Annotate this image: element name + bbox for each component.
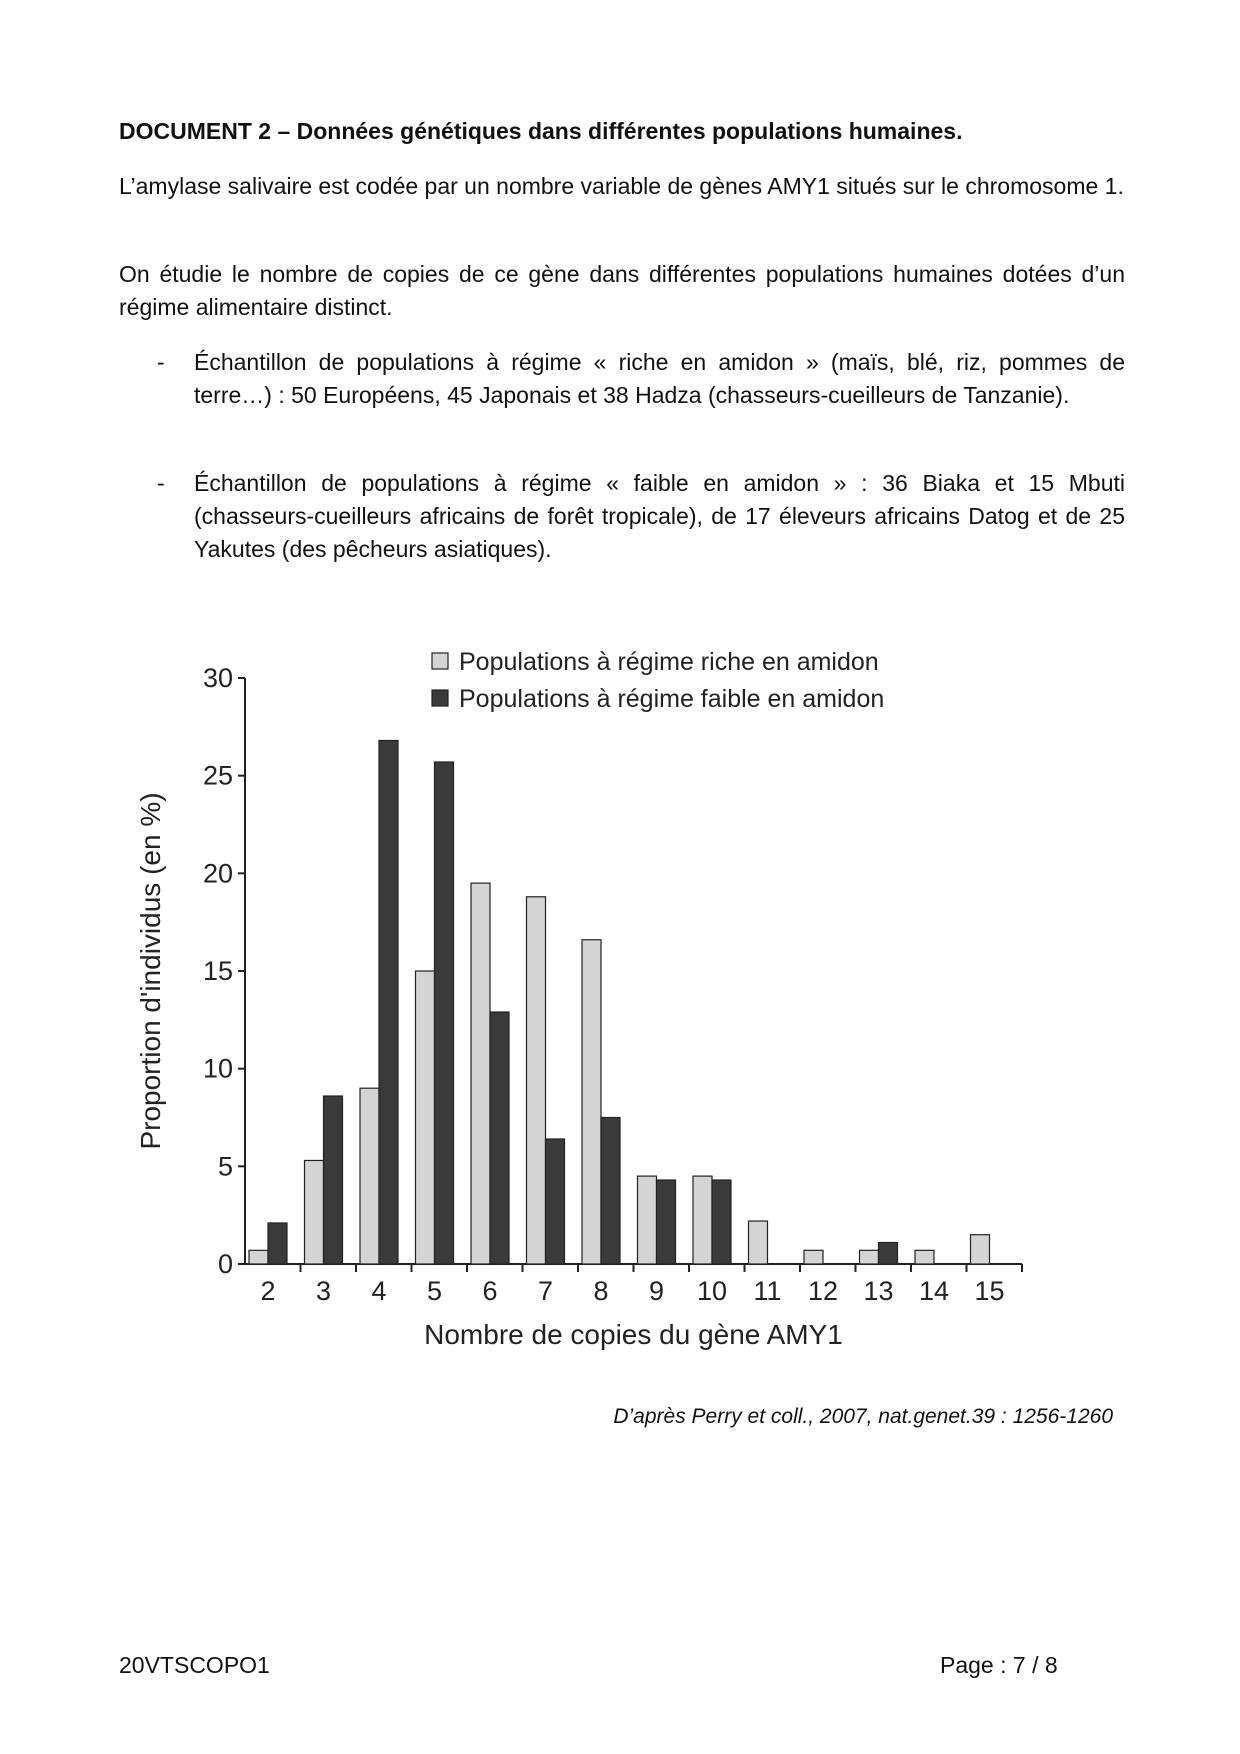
legend-label-rich: Populations à régime riche en amidon <box>459 648 879 676</box>
y-tick-label: 15 <box>202 956 233 986</box>
bar-rich-12 <box>804 1250 823 1264</box>
paragraph-study: On étudie le nombre de copies de ce gène dans différentes populations humaines dotées d’un régime alimentaire distinct. <box>119 261 1125 320</box>
amy1-bar-chart <box>120 640 1040 1360</box>
x-tick-label: 15 <box>974 1276 1005 1306</box>
bullet-text: Échantillon de populations à régime « faible en amidon » : 36 Biaka et 15 Mbuti (chasseurs-cueilleurs africains de forêt tropicale), de 17 éleveurs africains Datog et de 25 Yakutes (des pêcheurs asiatiques). <box>194 470 1125 562</box>
bar-rich-9 <box>638 1176 657 1264</box>
bar-low-8 <box>601 1118 620 1265</box>
bar-low-7 <box>546 1139 565 1264</box>
bullet-marker: - <box>157 470 165 496</box>
legend-swatch-rich <box>432 653 448 669</box>
x-tick-label: 14 <box>918 1276 950 1306</box>
bar-rich-15 <box>971 1235 990 1264</box>
footer-code: 20VTSCOPO1 <box>119 1652 270 1678</box>
x-tick-label: 7 <box>537 1276 554 1306</box>
x-axis-label: Nombre de copies du gène AMY1 <box>424 1319 843 1350</box>
paragraph-amylase: L’amylase salivaire est codée par un nombre variable de gènes AMY1 situés sur le chromosome 1. <box>119 173 1124 199</box>
x-tick-label: 13 <box>863 1276 894 1306</box>
bar-low-3 <box>324 1096 343 1264</box>
bar-rich-14 <box>915 1250 934 1264</box>
x-tick-label: 11 <box>753 1276 782 1306</box>
x-tick-label: 9 <box>648 1276 665 1306</box>
y-tick-label: 5 <box>217 1151 233 1182</box>
bar-low-10 <box>712 1180 731 1264</box>
y-tick-label: 0 <box>217 1249 233 1279</box>
x-tick-label: 10 <box>696 1276 728 1306</box>
y-tick-label: 25 <box>202 760 233 791</box>
y-tick-label: 30 <box>202 663 233 693</box>
bar-low-5 <box>435 762 454 1264</box>
source-citation: D’après Perry et coll., 2007, nat.genet.39 : 1256-1260 <box>613 1405 1113 1428</box>
bar-rich-6 <box>471 883 490 1264</box>
bar-rich-4 <box>360 1088 379 1264</box>
bar-rich-11 <box>749 1221 768 1264</box>
bullet-text: Échantillon de populations à régime « riche en amidon » (maïs, blé, riz, pommes de terre…) : 50 Européens, 45 Japonais et 38 Hadza (chasseurs-cueilleurs de Tanzanie). <box>194 349 1125 408</box>
document-title: DOCUMENT 2 – Données génétiques dans différentes populations humaines. <box>119 118 963 144</box>
y-axis-label: Proportion d'individus (en %) <box>135 792 166 1150</box>
footer-page-number: Page : 7 / 8 <box>940 1652 1058 1678</box>
bar-low-4 <box>379 741 398 1264</box>
bar-low-6 <box>490 1012 509 1264</box>
x-tick-label: 8 <box>593 1276 609 1306</box>
bar-low-2 <box>268 1223 287 1264</box>
x-tick-label: 3 <box>315 1276 332 1306</box>
bar-rich-10 <box>693 1176 712 1264</box>
bar-rich-5 <box>416 971 435 1264</box>
bar-rich-8 <box>582 940 601 1264</box>
bar-low-13 <box>879 1243 898 1264</box>
x-tick-label: 5 <box>426 1276 443 1306</box>
bullet-marker: - <box>157 349 165 375</box>
y-tick-label: 10 <box>202 1053 233 1084</box>
bar-rich-2 <box>249 1250 268 1264</box>
legend-swatch-low <box>432 690 448 706</box>
bar-low-9 <box>657 1180 676 1264</box>
x-tick-label: 2 <box>260 1276 276 1306</box>
bar-rich-13 <box>860 1250 879 1264</box>
bar-rich-7 <box>527 897 546 1264</box>
x-tick-label: 6 <box>482 1276 498 1306</box>
x-tick-label: 12 <box>807 1276 839 1306</box>
legend-label-low: Populations à régime faible en amidon <box>459 685 885 713</box>
x-tick-label: 4 <box>371 1276 387 1306</box>
bar-rich-3 <box>305 1160 324 1264</box>
y-tick-label: 20 <box>202 858 233 889</box>
